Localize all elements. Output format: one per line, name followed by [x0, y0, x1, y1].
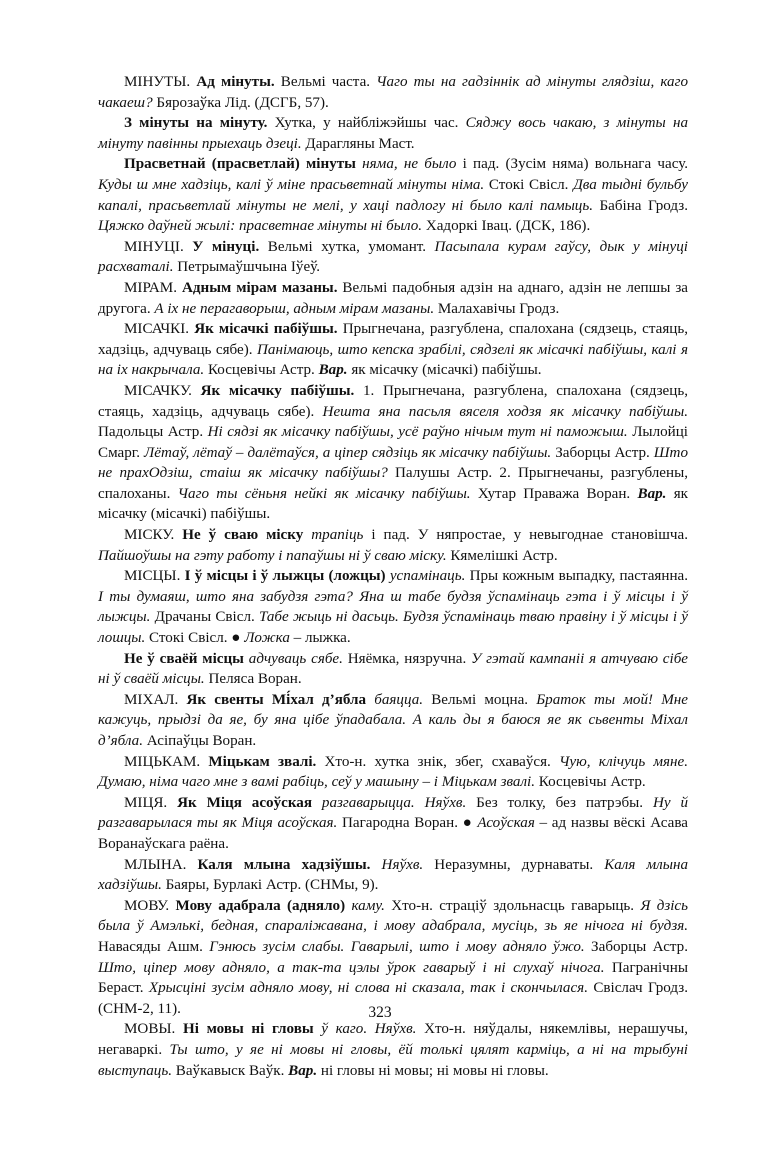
- entry-text: Палушы Астр. 2. Прыгнечаны, разгублены, спалоханы.: [98, 465, 688, 502]
- entry-text: Вельмі падобныя адзін на аднаго, адзін не лепшы за другога.: [98, 279, 689, 317]
- entry-text: Свіслач Гродз. (СНМ-2, 11).: [98, 980, 688, 1017]
- entry-text: Петрымаўшчына Іўеў.: [173, 259, 320, 276]
- italic-text: Сяджу вось чакаю, з мінуты на мінуту павінны прыехаць дзеці.: [98, 115, 688, 152]
- entry-text: Кямелішкі Астр.: [446, 547, 558, 564]
- entry-text: Баяры, Бурлакі Астр. (СНМы, 9).: [161, 877, 379, 894]
- italic-text: А іх не перагаворыш, адным мірам мазаны.: [154, 300, 435, 317]
- entry-text: МІЦЯ.: [124, 794, 178, 811]
- italic-text: Што не прахОдзіш, стаіш як місачку пабіўшы?: [98, 444, 688, 482]
- headword-phrase: Як свенты Мі́хал д’ябла: [186, 691, 367, 708]
- dictionary-entry: [98, 154, 688, 236]
- entry-text: – ад назвы вёскі Асава Воранаўскага раёна.: [98, 815, 688, 852]
- entry-text: Хто-н. няўдалы, някемлівы, нерашучы, негаваркі.: [98, 1021, 688, 1058]
- italic-text: Ты што, у яе ні мовы ні гловы, ёй толькі цялят карміць, а ні на трыбуні выступаць.: [98, 1041, 688, 1079]
- entry-text: Драчаны Свісл.: [150, 609, 260, 626]
- dictionary-entry: [98, 1019, 688, 1081]
- italic-text: Нешта яна пасьля вяселя ходзя як місачку пабіўшы.: [322, 403, 688, 420]
- entry-text: Пеляса Воран.: [204, 671, 302, 688]
- entry-text: МЛЫНА.: [124, 856, 198, 873]
- dictionary-entry: [98, 855, 688, 896]
- entry-text: як місачку (місачкі) пабіўшы.: [98, 485, 688, 523]
- headword-phrase: Мову адабрала (адняло): [175, 897, 346, 914]
- dictionary-entry: [98, 752, 688, 793]
- entry-text: Хто-н. хутка знік, збег, схаваўся.: [316, 753, 560, 770]
- entry-text: Косцевічы Астр.: [535, 774, 646, 791]
- italic-text: разгаварыцца.: [312, 794, 415, 811]
- headword-phrase: Ні мовы ні гловы: [182, 1021, 314, 1038]
- entry-text: як місачку (місачкі) пабіўшы.: [347, 362, 542, 379]
- entry-text: Хто-н. страціў здольнасць гаварыць.: [384, 897, 641, 914]
- entry-text: Стокі Свісл. ●: [145, 630, 245, 647]
- italic-text: Ложка: [244, 630, 290, 647]
- italic-text: адчуваць сябе.: [243, 650, 343, 667]
- entry-text: [370, 857, 381, 873]
- headword-phrase: Як місачку пабіўшы.: [200, 382, 355, 399]
- italic-text: успамінаць.: [385, 568, 466, 585]
- italic-text: Каля млына хадзіўшы.: [98, 856, 688, 894]
- headword-phrase: Як місачкі пабіўшы.: [194, 321, 338, 338]
- dictionary-entry: [98, 319, 688, 381]
- italic-text: Што, ціпер мову адняло, а так-та цэлы ўрок гаварыў і ні слухаў нічога.: [98, 959, 605, 976]
- entry-text: Пагароднa Воран. ●: [337, 815, 478, 832]
- dictionary-entry: [98, 237, 688, 278]
- headword-phrase: Міцькам звалі.: [208, 753, 317, 770]
- italic-text: Хрысціні зусім адняло мову, ні слова ні сказала, так і скончылася.: [148, 980, 588, 997]
- headword-phrase: Каля млына хадзіўшы.: [197, 856, 371, 873]
- dictionary-entry: [98, 525, 688, 566]
- italic-text: Табе жыць ні дасьць. Будзя ўспамінаць тваю правіну і ў місцы і ў лошцы.: [98, 609, 688, 647]
- dictionary-entry: [98, 566, 688, 648]
- dictionary-entry: [98, 690, 688, 752]
- entry-text: Лылойці Смарг.: [98, 424, 688, 461]
- entry-text: Прыгнечана, разгублена, спалохана (сядзець, стаяць, хадзіць, адчуваць сябе).: [98, 321, 688, 358]
- italic-text: Ні сядзі як місачку пабіўшы, усё раўно нічым тут ні паможыш.: [207, 424, 628, 441]
- entry-text: Стокі Свісл.: [484, 176, 574, 193]
- italic-text: Чую, клічуць мяне. Думаю, німа чаго мне з вамі рабіць, сеў у машыну – і Міцькам звалі.: [98, 753, 688, 791]
- entry-text: Ваўкавыск Ваўк.: [171, 1062, 289, 1079]
- entry-text: Заборцы Астр.: [584, 938, 688, 955]
- italic-text: Лётаў, лётаў – далётаўся, а ціпер сядзіць як місачку пабіўшы.: [144, 444, 552, 461]
- entry-text: Хадоркі Івац. (ДСК, 186).: [422, 218, 591, 235]
- italic-text: няма, не было: [355, 156, 457, 173]
- dictionary-entry: [98, 381, 688, 525]
- italic-text: Я дзісь была ў Амэлькі, бедная, спаралiжавана, і мову адабрала, мусіць, зь яе нічога ні будзя.: [98, 897, 688, 935]
- entry-text: Хутка, у найбліжэйшы час.: [267, 115, 466, 132]
- headword-phrase: У мінуці.: [192, 238, 260, 255]
- italic-text: Чаго ты на гадзіннік ад мінуты глядзіш, каго чакаеш?: [98, 74, 689, 111]
- entry-text: Хутар Праважа Воран.: [470, 485, 638, 502]
- headword-phrase: І ў місцы і ў лыжцы (ложцы): [184, 568, 386, 585]
- dictionary-entry: [98, 113, 688, 154]
- page-number: 323: [368, 1004, 392, 1021]
- entry-text: Вельмі хутка, умомант.: [259, 238, 435, 255]
- entry-text: Вельмі часта.: [274, 74, 377, 90]
- entry-text: МОВЫ.: [124, 1021, 183, 1038]
- entry-text: МІСКУ.: [124, 527, 183, 544]
- entry-text: і пад. (Зусім няма) вольнага часу.: [456, 156, 688, 173]
- entry-text: МІСАЧКІ.: [124, 321, 195, 338]
- entry-text: Вельмі моцна.: [423, 691, 537, 708]
- entry-text: Дарагляны Маст.: [301, 135, 415, 152]
- entry-text: Без толку, без патрэбы.: [466, 794, 653, 811]
- headword-phrase: Як Міця асоўская: [177, 794, 313, 811]
- italic-text: Панімаюць, што кепска зрабілі, сядзелі як місачкі пабіўшы, калі я на іх накрычала.: [98, 341, 688, 379]
- entry-text: МІЦЬКАМ.: [124, 753, 209, 770]
- italic-text: ў каго.: [313, 1021, 368, 1038]
- entry-text: і пад. У няпростае, у невыгоднае становішча.: [363, 527, 688, 544]
- headword-phrase: Адным мірам мазаны.: [181, 279, 338, 296]
- italic-text: У гэтай кампаніі я атчуваю сібе ні ў сваёй місцы.: [98, 650, 688, 688]
- italic-text: Цяжко даўней жылі: прасветнае мінуты ні было.: [98, 218, 423, 235]
- entry-text: МІРАМ.: [124, 279, 182, 296]
- headword-phrase: Прасветнай (прасветлай) мінуты: [124, 156, 356, 173]
- italic-text: Чаго ты сёньня нейкі як місачку пабіўшы.: [177, 485, 471, 502]
- italic-text: Няўхв.: [381, 856, 424, 873]
- italic-text: Няўхв.: [424, 794, 467, 811]
- entry-text: Пагранічны Бераст.: [98, 959, 688, 997]
- entry-text: МІСЦЫ.: [124, 568, 185, 585]
- dictionary-page: [98, 72, 688, 1081]
- dictionary-entry: [98, 72, 688, 113]
- entry-text: Пры кожным выпадку, пастаянна.: [465, 568, 688, 585]
- entry-text: МІСАЧКУ.: [124, 382, 201, 399]
- entry-text: – лыжка.: [289, 630, 351, 647]
- entry-text: [415, 795, 425, 811]
- entry-text: МІНУЦІ.: [124, 238, 193, 255]
- entry-text: [367, 1021, 375, 1037]
- entry-text: МІХАЛ.: [124, 691, 187, 708]
- italic-text: Пайшоўшы на гэту работу і папаўшы ні ў сваю міску.: [98, 547, 447, 564]
- entry-text: Заборцы Астр.: [551, 444, 654, 461]
- italic-text: каму.: [345, 897, 385, 914]
- entry-text: МІНУТЫ.: [124, 74, 197, 90]
- headword-phrase: Ад мінуты.: [196, 74, 275, 90]
- italic-text: Пасыпала курам гаўсу, дык у мінуці расхваталі.: [98, 238, 688, 276]
- entry-text: 1. Прыгнечана, разгублена, спалохана (сядзець, стаяць, хадзіць, адчуваць сябе).: [98, 382, 688, 420]
- entry-text: Навасяды Ашм.: [98, 938, 210, 955]
- entry-text: Падольцы Астр.: [98, 424, 208, 441]
- italic-text: Куды ш мне хадзіць, калі ў міне прасьветнай мінуты німа.: [98, 176, 485, 193]
- dictionary-entry: [98, 793, 688, 855]
- dictionary-entry: [98, 649, 688, 690]
- entry-text: МОВУ.: [124, 897, 176, 914]
- entry-text: ні гловы ні мовы; ні мовы ні гловы.: [317, 1062, 549, 1079]
- entry-text: Косцевічы Астр.: [204, 362, 319, 379]
- italic-text: трапіць: [303, 527, 364, 544]
- italic-text: Браток ты мой! Мне кажуць, прыдзі да яе, бу яна цібе ўпадабала. А каль ды я баюся яе як сьвенты Міхал д’ябла.: [98, 691, 688, 749]
- italic-text: Вар.: [288, 1062, 318, 1079]
- italic-text: Няўхв.: [374, 1021, 417, 1038]
- dictionary-entry: [98, 278, 688, 319]
- entry-text: Бярозаўка Лід. (ДСГБ, 57).: [152, 94, 329, 111]
- dictionary-entry: [98, 896, 688, 1020]
- italic-text: Ну й разгаварылася ты як Міця асоўская.: [98, 794, 688, 832]
- headword-phrase: Не ў сваю міску: [182, 527, 304, 544]
- italic-text: Вар.: [318, 362, 348, 379]
- headword-phrase: З мінуты на мінуту.: [124, 115, 268, 132]
- entry-text: Няёмка, нязручна.: [342, 650, 472, 667]
- headword-phrase: Не ў сваёй місцы: [124, 650, 244, 667]
- entry-text: Неразумны, дурнаваты.: [423, 856, 605, 873]
- italic-text: І ты думаяш, што яна забудзя гэта? Яна ш табе будзя ўспамінаць гэта і ў місцы і ў лыжцы.: [98, 588, 688, 626]
- entry-text: Бабіна Гродз.: [593, 197, 688, 214]
- italic-text: баяцца.: [366, 691, 424, 708]
- italic-text: Асоўская: [477, 815, 535, 832]
- italic-text: Гэнюсь зусім слабы. Гаварылі, што і мову адняло ўжо.: [209, 938, 585, 955]
- italic-text: Два тыдні бульбу капалі, прасьветлай мінуты не мелі, у хаці падлогу ні было калі памыць.: [98, 176, 688, 214]
- italic-text: Вар.: [637, 485, 667, 502]
- entry-text: Малахавічы Гродз.: [434, 300, 560, 317]
- entry-text: Асіпаўцы Воран.: [142, 733, 257, 749]
